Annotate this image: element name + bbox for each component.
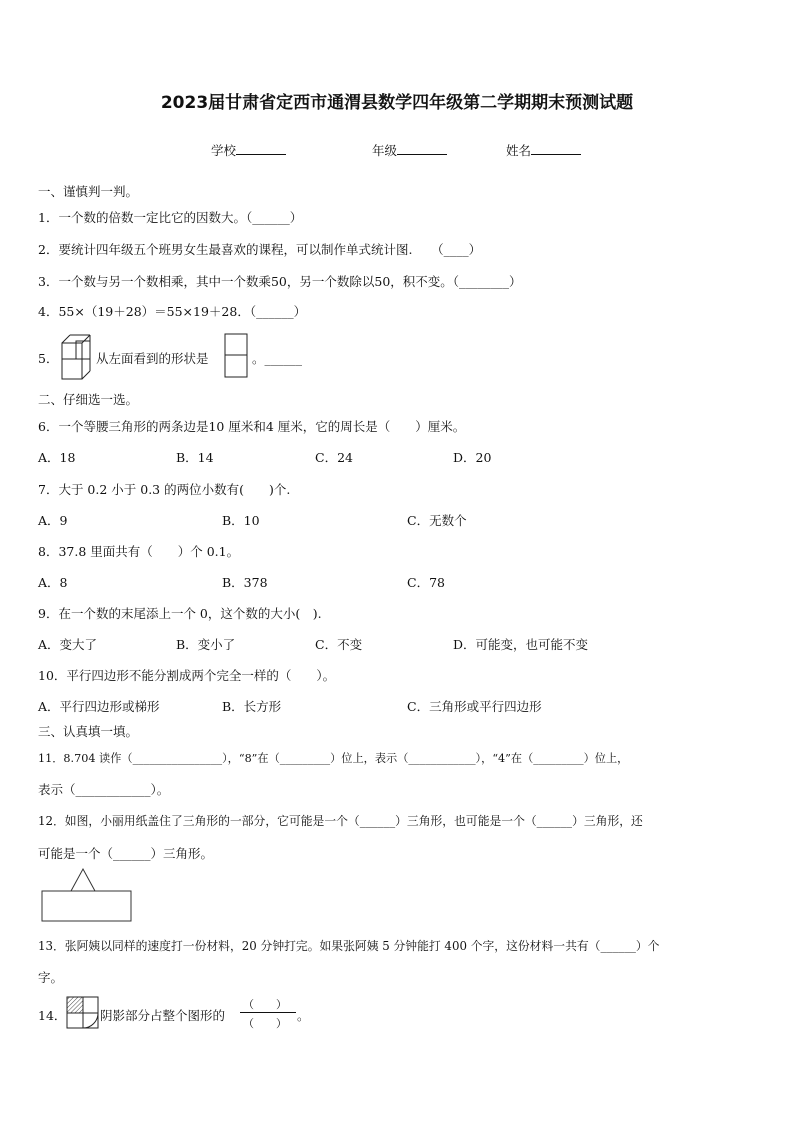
question-9: 9．在一个数的末尾添上一个 0，这个数的大小( ). (38, 606, 322, 621)
grade-label: 年级 (372, 143, 398, 158)
question-11-line-1: 11．8.704 读作（________________），“8”在（_________）位上，表示（____________），“4”在（_________）位上， (38, 752, 629, 765)
question-11-line-2: 表示（____________）。 (38, 782, 170, 797)
q9-option-c[interactable]: C．不变 (315, 637, 363, 652)
page-title: 2023届甘肃省定西市通渭县数学四年级第二学期期末预测试题 (160, 93, 634, 113)
q6-option-c[interactable]: C．24 (315, 450, 353, 465)
question-14-number: 14． (38, 1008, 67, 1023)
school-label: 学校 (211, 143, 237, 158)
question-5-text: 从左面看到的形状是 (96, 351, 209, 366)
school-field (211, 141, 286, 159)
question-2: 2．要统计四年级五个班男女生最喜欢的课程，可以制作单式统计图. （____） (38, 242, 482, 257)
q8-option-a[interactable]: A．8 (38, 575, 68, 590)
question-5-tail: 。______ (252, 351, 303, 366)
q9-option-d[interactable]: D．可能变，也可能不变 (453, 637, 589, 652)
question-12-line-1: 12．如图，小丽用纸盖住了三角形的一部分，它可能是一个（______）三角形，也可能是一个（______）三角形，还 (38, 814, 643, 828)
left-view-shape (224, 333, 250, 379)
question-3: 3．一个数与另一个数相乘，其中一个数乘50，另一个数除以50，积不变。（________） (38, 274, 522, 289)
q7-option-a[interactable]: A．9 (38, 513, 68, 528)
name-field (506, 141, 581, 159)
question-5-number: 5． (38, 351, 59, 366)
question-8: 8．37.8 里面共有（ ）个 0.1。 (38, 544, 240, 559)
grade-field (372, 141, 447, 159)
name-blank[interactable] (531, 142, 581, 155)
question-14-text: 阴影部分占整个图形的 (100, 1008, 226, 1023)
q9-option-b[interactable]: B．变小了 (176, 637, 236, 652)
q7-option-b[interactable]: B．10 (222, 513, 260, 528)
q9-option-a[interactable]: A．变大了 (38, 637, 98, 652)
question-13-line-1: 13．张阿姨以同样的速度打一份材料，20 分钟打完。如果张阿姨 5 分钟能打 400 个字，这份材料一共有（______）个 (38, 939, 660, 953)
question-6: 6．一个等腰三角形的两条边是10 厘米和4 厘米，它的周长是（ ）厘米。 (38, 419, 466, 434)
fraction-bar (240, 1012, 296, 1013)
section-heading-3: 三、认真填一填。 (38, 724, 139, 739)
q7-option-c[interactable]: C．无数个 (407, 513, 467, 528)
question-13-line-2: 字。 (38, 970, 64, 985)
q8-option-b[interactable]: B．378 (222, 575, 268, 590)
school-blank[interactable] (236, 142, 286, 155)
question-14-tail: 。 (297, 1008, 310, 1023)
name-label: 姓名 (506, 143, 532, 158)
section-heading-1: 一、谨慎判一判。 (38, 184, 139, 199)
section-heading-2: 二、仔细选一选。 (38, 392, 139, 407)
grade-blank[interactable] (397, 142, 447, 155)
q6-option-a[interactable]: A．18 (38, 450, 76, 465)
q6-option-d[interactable]: D．20 (453, 450, 492, 465)
q10-option-b[interactable]: B．长方形 (222, 699, 282, 714)
question-12-line-2: 可能是一个（______）三角形。 (38, 846, 214, 861)
fraction-denominator[interactable]: （ ） (243, 1017, 287, 1030)
q6-option-b[interactable]: B．14 (176, 450, 214, 465)
question-10: 10．平行四边形不能分割成两个完全一样的（ ）。 (38, 668, 336, 683)
shaded-square-figure (66, 996, 100, 1030)
cube-stack-figure (60, 333, 94, 381)
fraction-numerator[interactable]: （ ） (243, 998, 287, 1011)
covered-triangle-figure (40, 866, 134, 924)
question-4: 4．55×（19＋28）＝55×19＋28．（______） (38, 304, 307, 319)
question-7: 7．大于 0.2 小于 0.3 的两位小数有( )个. (38, 482, 291, 497)
q8-option-c[interactable]: C．78 (407, 575, 445, 590)
question-1: 1．一个数的倍数一定比它的因数大。（______） (38, 210, 303, 225)
q10-option-a[interactable]: A．平行四边形或梯形 (38, 699, 160, 714)
q10-option-c[interactable]: C．三角形或平行四边形 (407, 699, 542, 714)
